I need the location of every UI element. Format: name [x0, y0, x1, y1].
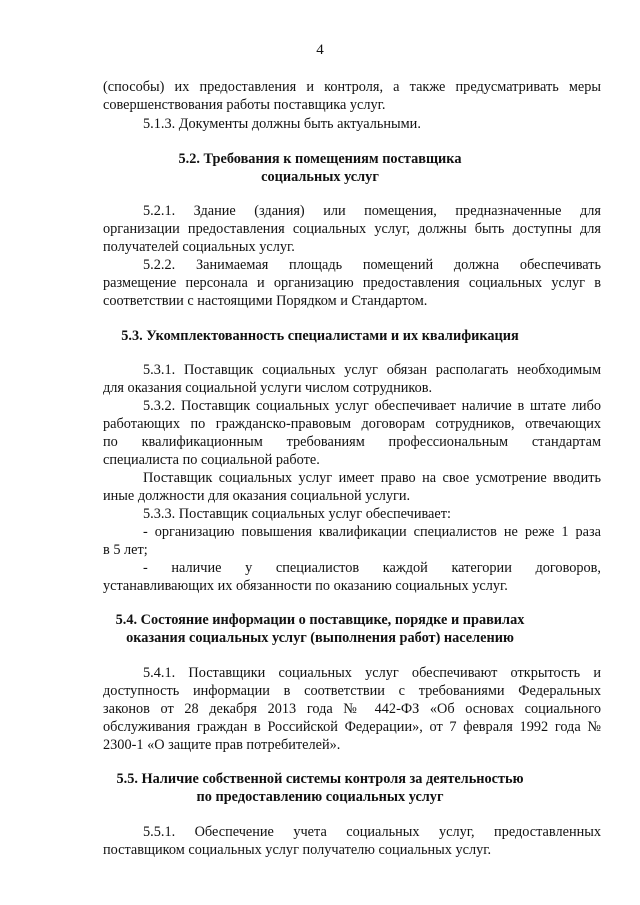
- section-heading-5-5: 5.5. Наличие собственной системы контроля за деятельностью: [116, 771, 524, 787]
- section-heading-5-5: по предоставлению социальных услуг: [196, 789, 444, 805]
- list-item-line: - наличие у специалистов каждой категории договоров,: [143, 560, 601, 576]
- paragraph-line: 5.3.3. Поставщик социальных услуг обеспечивает:: [143, 506, 451, 522]
- section-heading-5-2: социальных услуг: [261, 169, 379, 185]
- paragraph-line: (способы) их предоставления и контроля, а также предусматривать меры: [103, 79, 601, 95]
- paragraph-line: размещение персонала и организацию предоставления социальных услуг в: [103, 275, 601, 291]
- section-heading-5-3: 5.3. Укомплектованность специалистами и их квалификация: [121, 328, 519, 344]
- paragraph-line: законов от 28 декабря 2013 года № 442-ФЗ «Об основах социального: [103, 701, 601, 717]
- list-item-line: устанавливающих их обязанности по оказанию социальных услуг.: [103, 578, 508, 594]
- paragraph-line: доступность информации в соответствии с требованиями Федеральных: [103, 683, 601, 699]
- section-heading-5-2: 5.2. Требования к помещениям поставщика: [178, 151, 462, 167]
- paragraph-line: для оказания социальной услуги числом сотрудников.: [103, 380, 433, 396]
- paragraph-line: 5.2.1. Здание (здания) или помещения, предназначенные для: [143, 203, 601, 219]
- section-heading-5-4: оказания социальных услуг (выполнения работ) населению: [126, 630, 514, 646]
- paragraph-line: 5.5.1. Обеспечение учета социальных услуг, предоставленных: [143, 824, 601, 840]
- paragraph-line: 2300-1 «О защите прав потребителей».: [103, 737, 341, 753]
- list-item-line: в 5 лет;: [103, 542, 148, 558]
- paragraph-line: получателей социальных услуг.: [103, 239, 295, 255]
- paragraph-line: Поставщик социальных услуг имеет право на свое усмотрение вводить: [143, 470, 601, 486]
- paragraph-line: совершенствования работы поставщика услуг.: [103, 97, 386, 113]
- paragraph-line: 5.3.1. Поставщик социальных услуг обязан располагать необходимым: [143, 362, 601, 378]
- paragraph-line: 5.1.3. Документы должны быть актуальными.: [143, 116, 421, 132]
- paragraph-line: специалиста по социальной работе.: [103, 452, 320, 468]
- paragraph-line: иные должности для оказания социальной услуги.: [103, 488, 411, 504]
- paragraph-line: 5.3.2. Поставщик социальных услуг обеспечивает наличие в штате либо: [143, 398, 601, 414]
- paragraph-line: соответствии с настоящими Порядком и Стандартом.: [103, 293, 428, 309]
- paragraph-line: обслуживания граждан в Российской Федерации», от 7 февраля 1992 года №: [103, 719, 601, 735]
- section-heading-5-4: 5.4. Состояние информации о поставщике, порядке и правилах: [115, 612, 525, 628]
- paragraph-line: работающих по гражданско-правовым договорам сотрудников, отвечающих: [103, 416, 601, 432]
- paragraph-line: 5.2.2. Занимаемая площадь помещений должна обеспечивать: [143, 257, 601, 273]
- paragraph-line: 5.4.1. Поставщики социальных услуг обеспечивают открытость и: [143, 665, 601, 681]
- paragraph-line: организации предоставления социальных услуг, должны быть доступны для: [103, 221, 601, 237]
- page-number: 4: [316, 42, 324, 58]
- list-item-line: - организацию повышения квалификации специалистов не реже 1 раза: [143, 524, 601, 540]
- paragraph-line: по квалификационным требованиям профессиональным стандартам: [103, 434, 601, 450]
- paragraph-line: поставщиком социальных услуг получателю социальных услуг.: [103, 842, 492, 858]
